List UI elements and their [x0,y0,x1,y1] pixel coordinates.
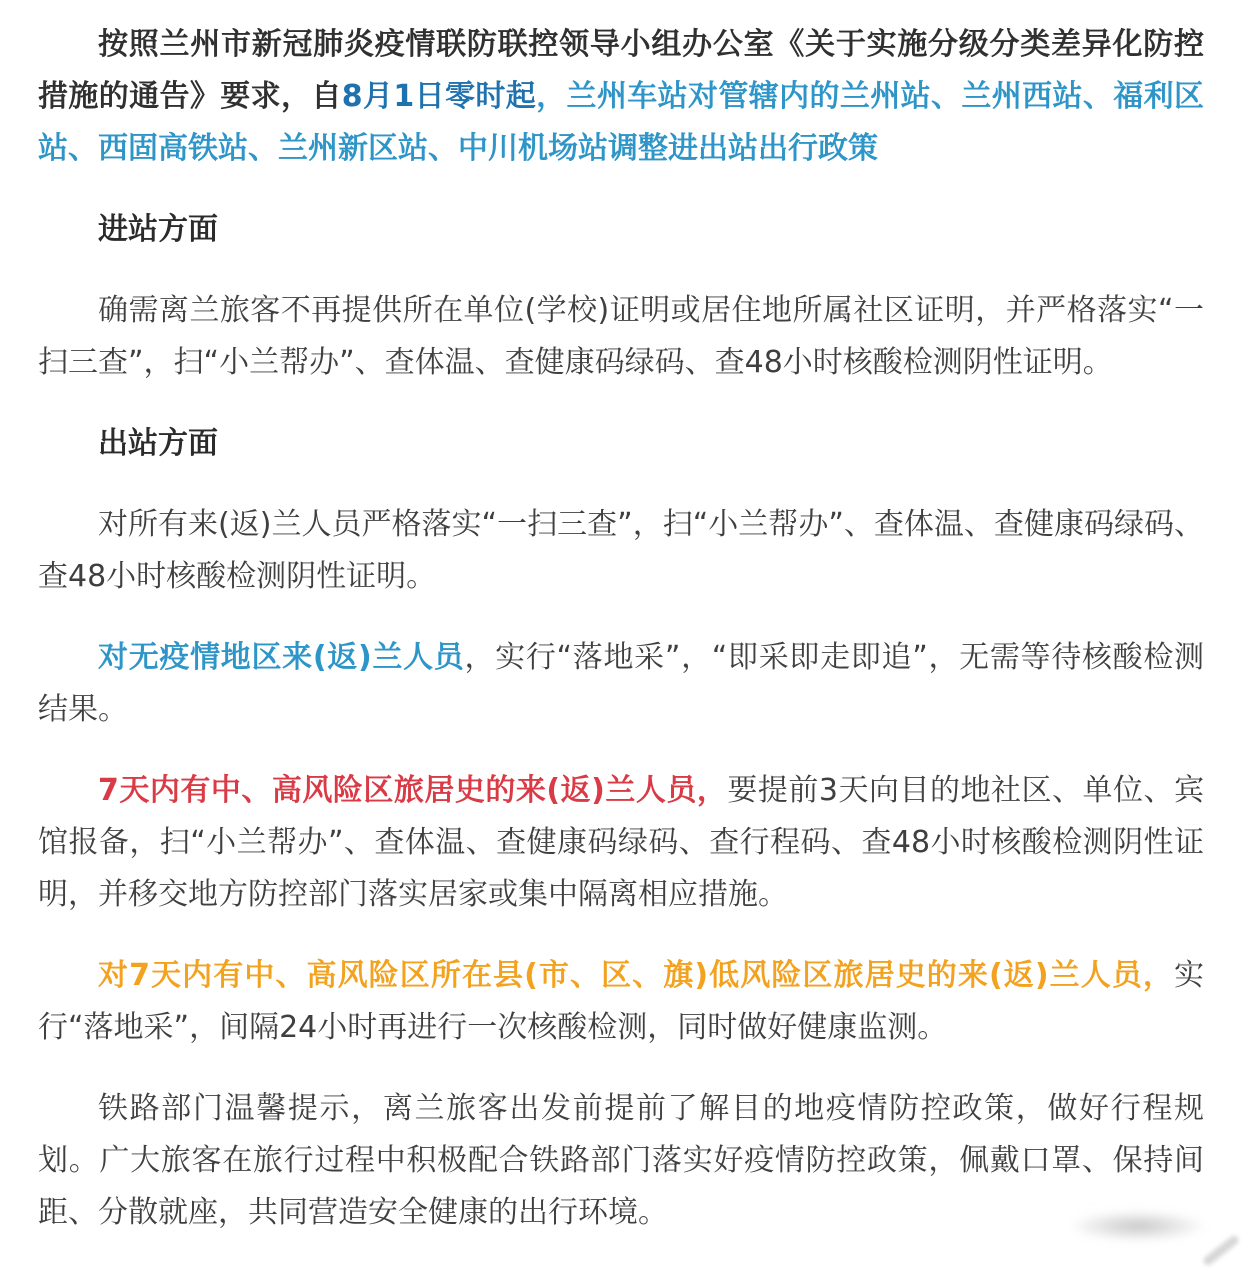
exit-policy-paragraph: 对所有来(返)兰人员严格落实“一扫三查”，扫“小兰帮办”、查体温、查健康码绿码、查48小时核酸检测阴性证明。 [38,507,1204,594]
low-risk-highlight: 对7天内有中、高风险区所在县(市、区、旗)低风险区旅居史的来(返)兰人员， [98,958,1174,993]
entry-policy-paragraph: 确需离兰旅客不再提供所在单位(学校)证明或居住地所属社区证明，并严格落实“一扫三查”，扫“小兰帮办”、查体温、查健康码绿码、查48小时核酸检测阴性证明。 [38,293,1204,380]
no-epidemic-area-text: ，实行“落地采”，“即采即走即追”，无需等待核酸检测结果。 [38,640,1205,727]
high-risk-highlight: 7天内有中、高风险区旅居史的来(返)兰人员， [98,773,728,808]
intro-paragraph [38,19,1204,175]
entry-section-heading: 进站方面 [98,212,218,247]
intro-text: 按照兰州市新冠肺炎疫情联防联控领导小组办公室《关于实施分级分类差异化防控措施的通告》要求，自 [38,27,1204,114]
effective-date-highlight: 8月1日零时起 [341,79,537,114]
no-epidemic-area-highlight: 对无疫情地区来(返)兰人员 [98,640,465,675]
low-risk-text: 实行“落地采”，间隔24小时再进行一次核酸检测，同时做好健康监测。 [38,958,1204,1045]
exit-section-heading: 出站方面 [98,426,218,461]
no-epidemic-area-rule [38,632,1204,736]
high-risk-rule [38,765,1204,921]
stations-highlight: ，兰州车站对管辖内的兰州站、兰州西站、福利区站、西固高铁站、兰州新区站、中川机场站调整进出站出行政策 [38,79,1204,166]
high-risk-text: 要提前3天向目的地社区、单位、宾馆报备，扫“小兰帮办”、查体温、查健康码绿码、查行程码、查48小时核酸检测阴性证明，并移交地方防控部门落实居家或集中隔离相应措施。 [38,773,1205,912]
watermark-corner-mark [1202,1234,1241,1267]
closing-paragraph: 铁路部门温馨提示，离兰旅客出发前提前了解目的地疫情防控政策，做好行程规划。广大旅客在旅行过程中积极配合铁路部门落实好疫情防控政策，佩戴口罩、保持间距、分散就座，共同营造安全健康的出行环境。 [38,1091,1204,1230]
low-risk-rule [38,950,1204,1054]
